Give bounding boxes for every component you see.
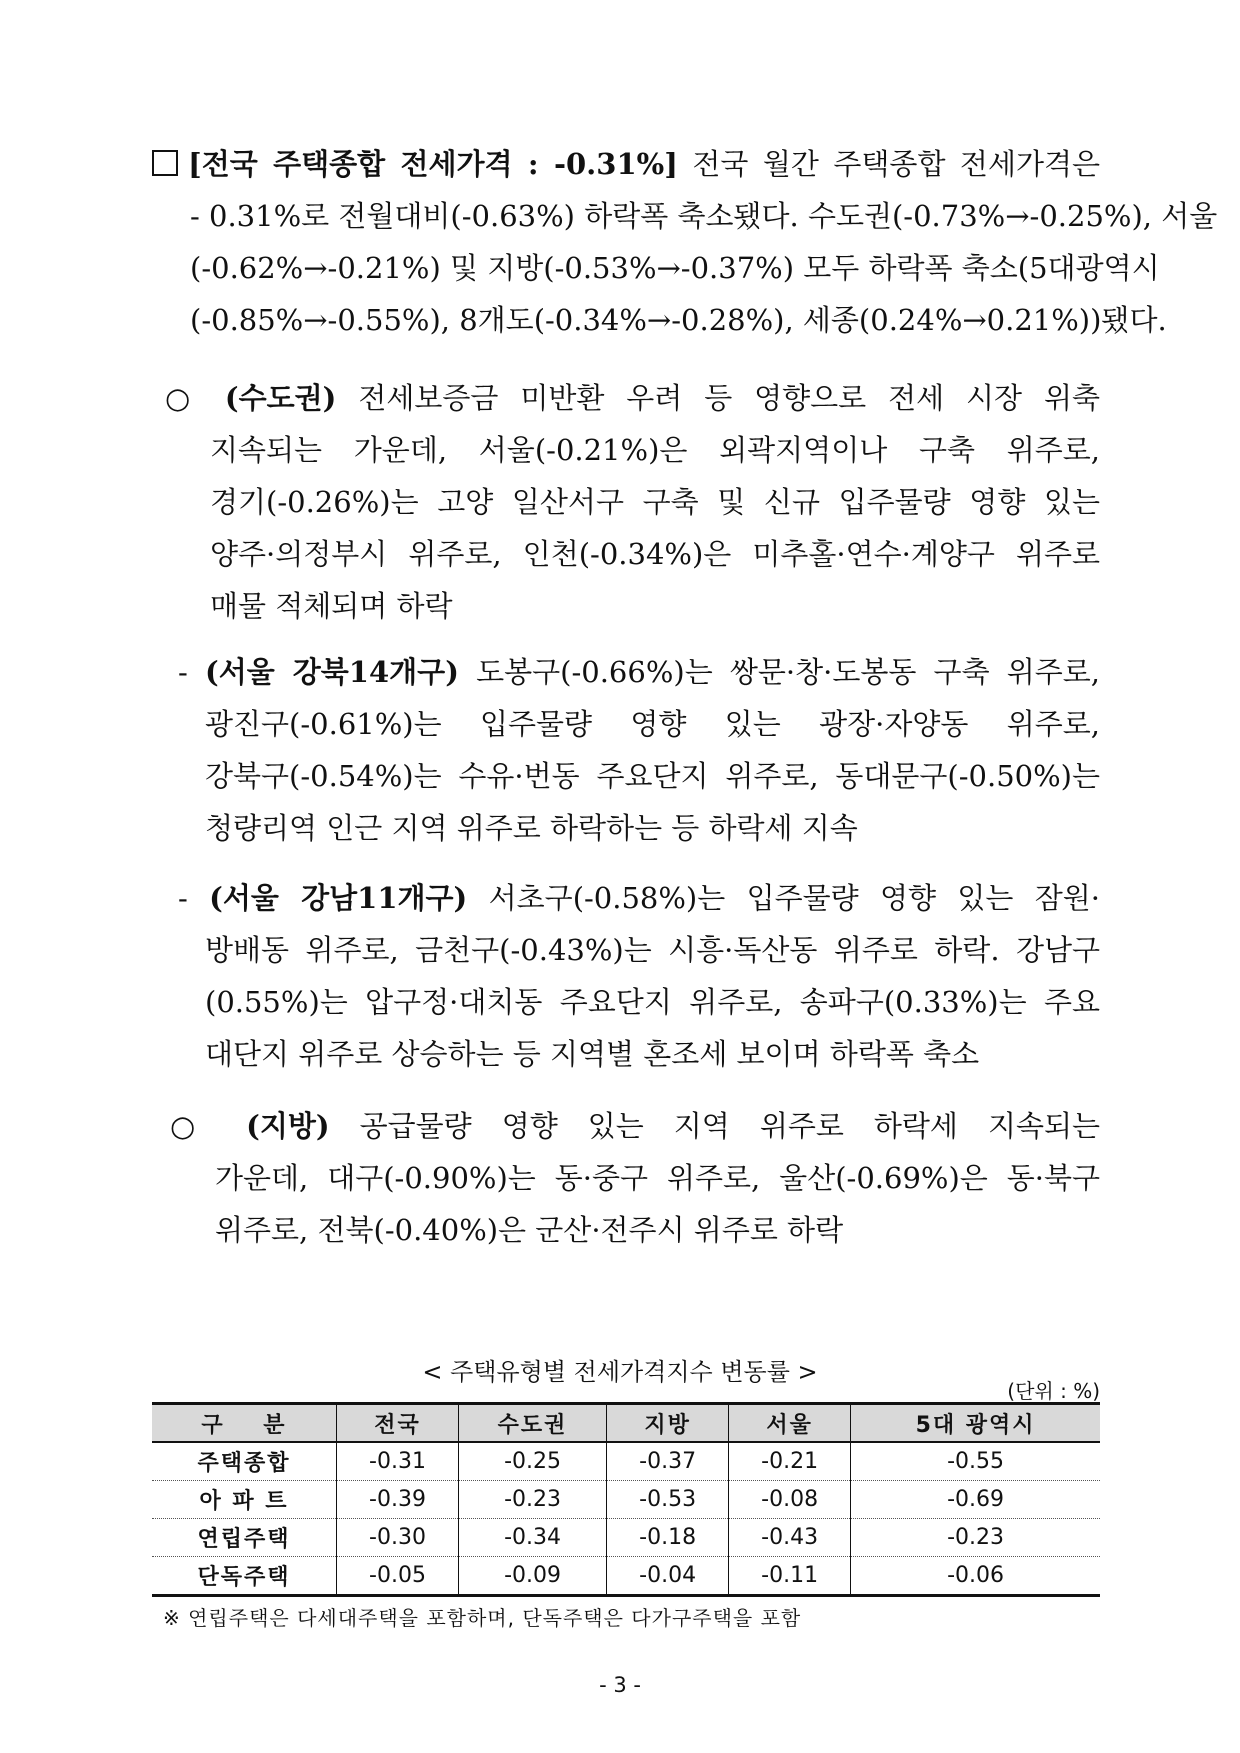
gangbuk-line: 강북구(-0.54%)는 수유·번동 주요단지 위주로, 동대문구(-0.50%)는 (205, 759, 1100, 793)
row-label: 단독주택 (152, 1557, 337, 1596)
header-metro: 수도권 (459, 1404, 607, 1443)
table-cell: -0.34 (459, 1519, 607, 1557)
table-row (152, 1557, 1100, 1596)
gangbuk-section: - (서울 강북14개구) 도봉구(-0.66%)는 쌍문·창·도봉동 구축 위주로, (178, 655, 1101, 689)
table-cell: -0.37 (607, 1442, 729, 1481)
summary-line: (-0.85%→-0.55%), 8개도(-0.34%→-0.28%), 세종(0.24%→0.21%))됐다. (190, 303, 1167, 337)
gangbuk-heading: (서울 강북14개구) (204, 655, 459, 689)
table-title: < 주택유형별 전세가격지수 변동률 > (422, 1358, 818, 1386)
table-cell: -0.30 (337, 1519, 459, 1557)
gangnam-section: - (서울 강남11개구) 서초구(-0.58%)는 입주물량 영향 있는 잠원· (178, 881, 1101, 915)
metro-section: ○ (수도권) 전세보증금 미반환 우려 등 영향으로 전세 시장 위축 (165, 381, 1101, 415)
metro-line: 지속되는 가운데, 서울(-0.21%)은 외곽지역이나 구축 위주로, (210, 433, 1100, 467)
header-five-metros: 5대 광역시 (851, 1404, 1100, 1443)
table-cell: -0.39 (337, 1481, 459, 1519)
table-cell: -0.06 (851, 1557, 1100, 1596)
row-label: 아 파 트 (152, 1481, 337, 1519)
table-row (152, 1481, 1100, 1519)
summary-line-1: [전국 주택종합 전세가격 : -0.31%] 전국 월간 주택종합 전세가격은 (152, 138, 1100, 190)
regions-line: 가운데, 대구(-0.90%)는 동·중구 위주로, 울산(-0.69%)은 동·북구 (215, 1161, 1100, 1195)
summary-paragraph (152, 138, 1100, 190)
table-row (152, 1442, 1100, 1481)
table-cell: -0.23 (459, 1481, 607, 1519)
gangbuk-line: 청량리역 인근 지역 위주로 하락하는 등 하락세 지속 (205, 811, 858, 845)
footnote: ※ 연립주택은 다세대주택을 포함하며, 단독주택은 다가구주택을 포함 (163, 1606, 802, 1630)
table-cell: -0.55 (851, 1442, 1100, 1481)
gangnam-line: 방배동 위주로, 금천구(-0.43%)는 시흥·독산동 위주로 하락. 강남구 (205, 933, 1100, 967)
table-cell: -0.31 (337, 1442, 459, 1481)
gangnam-body (205, 924, 1100, 1080)
header-category: 구 분 (152, 1404, 337, 1443)
table-cell: -0.05 (337, 1557, 459, 1596)
gangbuk-line: 광진구(-0.61%)는 입주물량 영향 있는 광장·자양동 위주로, (205, 707, 1100, 741)
gangnam-heading: (서울 강남11개구) (209, 881, 468, 915)
metro-heading: (수도권) (224, 381, 337, 415)
table-cell: -0.04 (607, 1557, 729, 1596)
table-header-row (152, 1404, 1100, 1443)
page-number: - 3 - (599, 1673, 641, 1697)
summary-body (190, 190, 1218, 346)
gangnam-line: (0.55%)는 압구정·대치동 주요단지 위주로, 송파구(0.33%)는 주요 (205, 985, 1100, 1019)
dash-bullet-icon: - (178, 655, 188, 689)
header-national: 전국 (337, 1404, 459, 1443)
gangnam-line: 대단지 위주로 상승하는 등 지역별 혼조세 보이며 하락폭 축소 (205, 1037, 980, 1071)
metro-line: 양주·의정부시 위주로, 인천(-0.34%)은 미추홀·연수·계양구 위주로 (210, 537, 1100, 571)
table-cell: -0.69 (851, 1481, 1100, 1519)
regions-heading: (지방) (246, 1109, 330, 1143)
row-label: 주택종합 (152, 1442, 337, 1481)
table-cell: -0.43 (729, 1519, 851, 1557)
row-label: 연립주택 (152, 1519, 337, 1557)
regions-body (215, 1152, 1100, 1256)
table-cell: -0.53 (607, 1481, 729, 1519)
table-cell: -0.18 (607, 1519, 729, 1557)
summary-line: (-0.62%→-0.21%) 및 지방(-0.53%→-0.37%) 모두 하락폭 축소(5대광역시 (190, 251, 1160, 285)
table-unit: (단위 : %) (1007, 1379, 1100, 1403)
circle-bullet-icon: ○ (165, 381, 203, 415)
table-row (152, 1519, 1100, 1557)
metro-line: 매물 적체되며 하락 (210, 589, 453, 623)
header-seoul: 서울 (729, 1404, 851, 1443)
header-regions: 지방 (607, 1404, 729, 1443)
table-cell: -0.25 (459, 1442, 607, 1481)
table-cell: -0.21 (729, 1442, 851, 1481)
table-cell: -0.08 (729, 1481, 851, 1519)
table-cell: -0.23 (851, 1519, 1100, 1557)
table-cell: -0.09 (459, 1557, 607, 1596)
checkbox-square-icon (152, 150, 178, 176)
regions-line: 위주로, 전북(-0.40%)은 군산·전주시 위주로 하락 (215, 1213, 844, 1247)
metro-body (210, 424, 1100, 632)
rent-index-table (152, 1402, 1100, 1597)
circle-bullet-icon: ○ (170, 1109, 217, 1143)
regions-section: ○ (지방) 공급물량 영향 있는 지역 위주로 하락세 지속되는 (170, 1109, 1100, 1143)
summary-title: [전국 주택종합 전세가격 : -0.31%] (188, 147, 678, 181)
table-cell: -0.11 (729, 1557, 851, 1596)
metro-line: 경기(-0.26%)는 고양 일산서구 구축 및 신규 입주물량 영향 있는 (210, 485, 1100, 519)
dash-bullet-icon: - (178, 881, 188, 915)
summary-line: - 0.31%로 전월대비(-0.63%) 하락폭 축소됐다. 수도권(-0.73%→-0.25%), 서울 (190, 199, 1218, 233)
gangbuk-body (205, 698, 1100, 854)
